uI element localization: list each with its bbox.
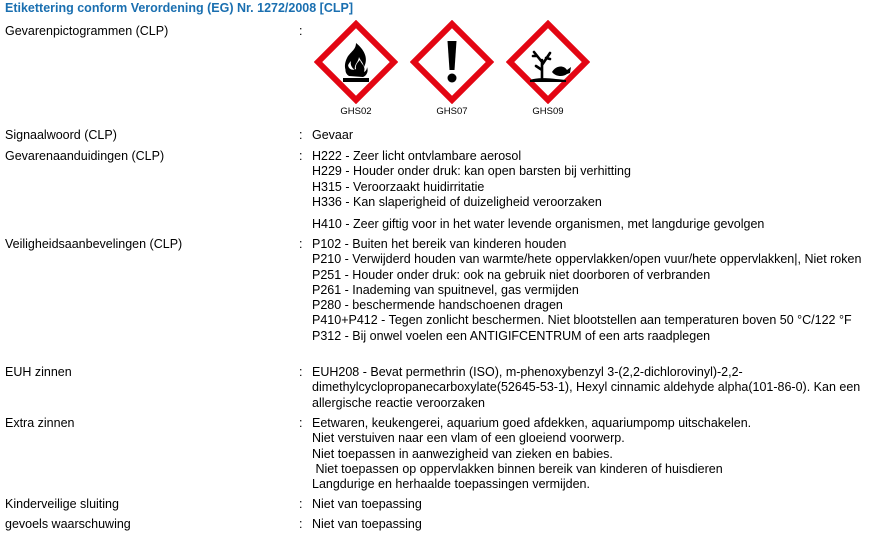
- pictogram-code: GHS02: [340, 106, 372, 117]
- signal-word-label: Signaalwoord (CLP): [5, 128, 117, 142]
- precautionary-statement: P102 - Buiten het bereik van kinderen houden: [312, 237, 567, 251]
- hazard-statement: H410 - Zeer giftig voor in het water levende organismen, met langdurige gevolgen: [312, 217, 765, 232]
- separator: :: [299, 365, 303, 379]
- pictograms-label: Gevarenpictogrammen (CLP): [5, 24, 169, 38]
- precautionary-statement: P261 - Inademing van spuitnevel, gas vermijden: [312, 282, 579, 297]
- hazard-statement: H315 - Veroorzaakt huidirritatie: [312, 179, 485, 194]
- signal-word-value: Gevaar: [312, 128, 353, 142]
- hazard-statement: H229 - Houder onder druk: kan open barsten bij verhitting: [312, 164, 631, 179]
- extra-phrase: Langdurige en herhaalde toepassingen vermijden.: [312, 477, 590, 492]
- precautionary-statement: P251 - Houder onder druk: ook na gebruik niet doorboren of verbranden: [312, 267, 711, 282]
- precautionary-statement: P312 - Bij onwel voelen een ANTIGIFCENTRUM of een arts raadplegen: [312, 328, 711, 343]
- precautionary-statement: P410+P412 - Tegen zonlicht beschermen. Niet blootstellen aan temperaturen boven 50 °C/122 °F: [312, 313, 852, 328]
- exclamation-icon: [410, 20, 494, 104]
- environment-icon: [506, 20, 590, 104]
- separator: :: [299, 517, 303, 531]
- pictogram-ghs07: [407, 20, 497, 117]
- separator: :: [299, 149, 303, 163]
- tactile-warning-value: Niet van toepassing: [312, 517, 422, 531]
- pictogram-ghs02: [311, 20, 401, 117]
- hazard-statement: H222 - Zeer licht ontvlambare aerosol: [312, 149, 522, 163]
- child-resistant-value: Niet van toepassing: [312, 497, 422, 511]
- pictogram-code: GHS09: [532, 106, 564, 117]
- separator: :: [299, 237, 303, 251]
- tactile-warning-label: gevoels waarschuwing: [5, 517, 131, 531]
- extra-phrase: Eetwaren, keukengerei, aquarium goed afdekken, aquariumpomp uitschakelen.: [312, 416, 752, 430]
- precautionary-statements-label: Veiligheidsaanbevelingen (CLP): [5, 237, 183, 251]
- extra-phrase: Niet toepassen in aanwezigheid van zieken en babies.: [312, 446, 613, 461]
- precautionary-statement: P280 - beschermende handschoenen dragen: [312, 298, 563, 313]
- separator: :: [299, 24, 303, 38]
- euh-phrase: EUH208 - Bevat permethrin (ISO), m-phenoxybenzyl 3-(2,2-dichlorovinyl)-2,2-dimethylcyclopropanecarboxylate(52645-53-1), Hexyl cinnamic aldehyde alpha(101-86-0). Kan een allergische reactie veroorzaken: [312, 365, 861, 410]
- pictogram-code: GHS07: [436, 106, 468, 117]
- separator: :: [299, 497, 303, 511]
- child-resistant-label: Kinderveilige sluiting: [5, 497, 119, 511]
- separator: :: [299, 416, 303, 430]
- extra-phrase: Niet verstuiven naar een vlam of een gloeiend voorwerp.: [312, 431, 625, 446]
- pictogram-ghs09: [503, 20, 593, 117]
- extra-phrases-label: Extra zinnen: [5, 416, 75, 430]
- section-heading: Etikettering conform Verordening (EG) Nr. 1272/2008 [CLP]: [5, 1, 354, 15]
- euh-phrases-label: EUH zinnen: [5, 365, 72, 379]
- flame-icon: [314, 20, 398, 104]
- precautionary-statement: P210 - Verwijderd houden van warmte/hete oppervlakken/open vuur/hete oppervlakken|, Niet roken: [312, 252, 862, 267]
- hazard-statement: H336 - Kan slaperigheid of duizeligheid veroorzaken: [312, 194, 602, 209]
- extra-phrase: Niet toepassen op oppervlakken binnen bereik van kinderen of huisdieren: [312, 461, 723, 476]
- separator: :: [299, 128, 303, 142]
- hazard-statements-label: Gevarenaanduidingen (CLP): [5, 149, 165, 163]
